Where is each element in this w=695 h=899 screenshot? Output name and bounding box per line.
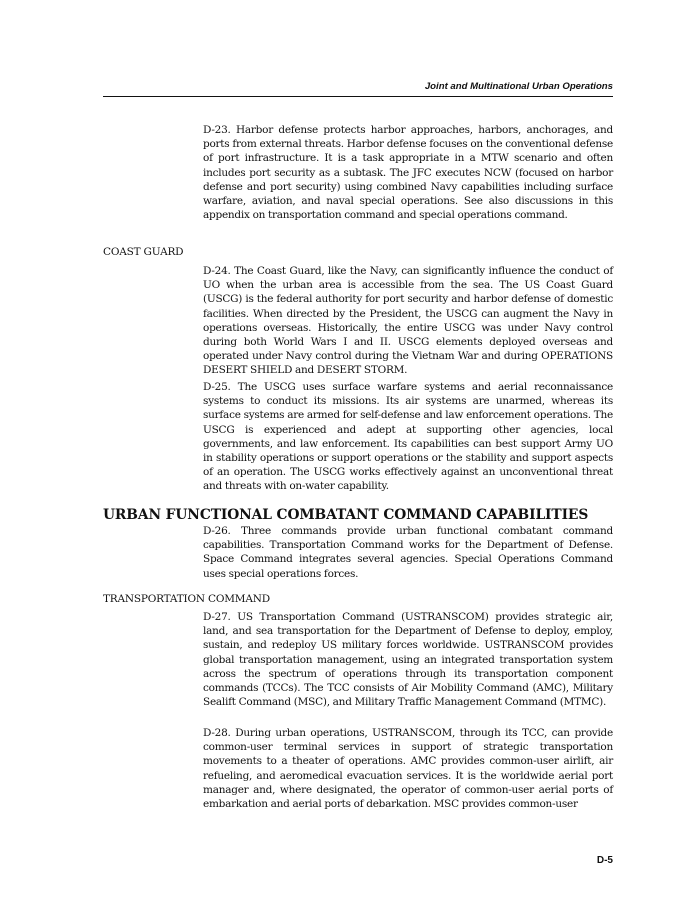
paragraph-d-23: D-23. Harbor defense protects harbor approaches, harbors, anchorages, and ports from external threats. Harbor defense focuses on the conventional defense of port infrastructure. It is a task appropriate in a MTW scenario and often includes port security as a subtask. The JFC executes NCW (focused on harbor defense and port security) using combined Navy capabilities including surface warfare, aviation, and naval special operations. See also discussions in this appendix on transportation command and special operations command. <box>203 124 613 222</box>
paragraph-d-28: D-28. During urban operations, USTRANSCOM, through its TCC, can provide common-user terminal services in support of strategic transportation movements to a theater of operations. AMC provides common-user airlift, air refueling, and aeromedical evacuation services. It is the worldwide aerial port manager and, where designated, the operator of common-user aerial ports of embarkation and aerial ports of debarkation. MSC provides common-user <box>203 727 613 811</box>
page-number: D-5 <box>596 855 613 866</box>
running-head-rule <box>103 81 613 97</box>
paragraph-d-25: D-25. The USCG uses surface warfare systems and aerial reconnaissance systems to conduct its missions. Its air systems are unarmed, whereas its surface systems are armed for self-defense and law enforcement operations. The USCG is experienced and adept at supporting other agencies, local governments, and law enforcement. Its capabilities can best support Army UO in stability operations or support operations or the stability and support aspects of an operation. The USCG works effectively against an unconventional threat and threats with on-water capability. <box>203 381 613 493</box>
heading-transportation-command: TRANSPORTATION COMMAND <box>103 593 270 605</box>
paragraph-d-24: D-24. The Coast Guard, like the Navy, can significantly influence the conduct of UO when the urban area is accessible from the sea. The US Coast Guard (USCG) is the federal authority for port security and harbor defense of domestic facilities. When directed by the President, the USCG can augment the Navy in operations overseas. Historically, the entire USCG was under Navy control during both World Wars I and II. USCG elements deployed overseas and operated under Navy control during the Vietnam War and during OPERATIONS DESERT SHIELD and DESERT STORM. <box>203 265 613 377</box>
running-head-title: Joint and Multinational Urban Operations <box>421 81 613 93</box>
heading-coast-guard: COAST GUARD <box>103 246 184 258</box>
heading-urban-functional-combatant-command: URBAN FUNCTIONAL COMBATANT COMMAND CAPABILITIES <box>103 507 589 523</box>
paragraph-d-27: D-27. US Transportation Command (USTRANSCOM) provides strategic air, land, and sea transportation for the Department of Defense to deploy, employ, sustain, and redeploy US military forces worldwide. USTRANSCOM provides global transportation management, using an integrated transportation system across the spectrum of operations through its transportation component commands (TCCs). The TCC consists of Air Mobility Command (AMC), Military Sealift Command (MSC), and Military Traffic Management Command (MTMC). <box>203 611 613 709</box>
paragraph-d-26: D-26. Three commands provide urban functional combatant command capabilities. Transportation Command works for the Department of Defense. Space Command integrates several agencies. Special Operations Command uses special operations forces. <box>203 525 613 580</box>
